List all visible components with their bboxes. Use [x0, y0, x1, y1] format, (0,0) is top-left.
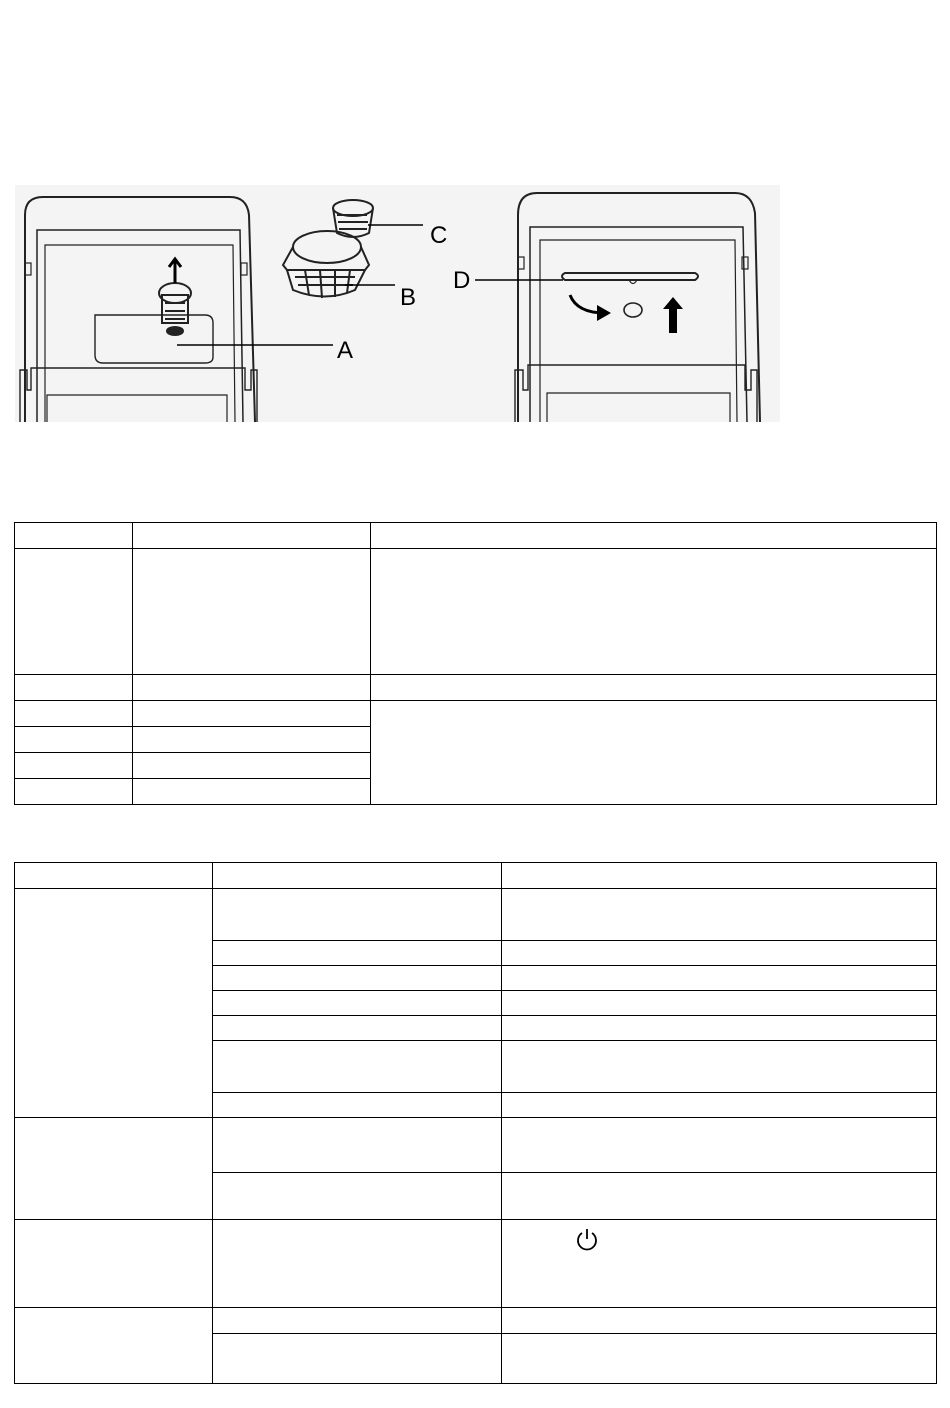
- table-cell: [15, 675, 133, 701]
- table-cell: [213, 941, 502, 966]
- table-cell: [371, 701, 937, 805]
- table-cell: [15, 1220, 213, 1308]
- table-1: [14, 522, 937, 805]
- callout-b: B: [400, 284, 417, 311]
- dishwasher-diagram: [15, 185, 780, 422]
- table-cell: [133, 701, 371, 727]
- table-cell: [502, 889, 937, 941]
- table-cell: [133, 675, 371, 701]
- table-cell: [213, 863, 502, 889]
- table-cell: [15, 727, 133, 753]
- table-cell: [371, 549, 937, 675]
- table-cell: [502, 863, 937, 889]
- table-cell: [213, 1334, 502, 1384]
- table-cell: [213, 991, 502, 1016]
- table-cell: [133, 523, 371, 549]
- table-cell: [502, 1334, 937, 1384]
- table-cell: [15, 779, 133, 805]
- table-row: [15, 1118, 937, 1173]
- table-row: [15, 523, 937, 549]
- table-cell: [502, 966, 937, 991]
- power-icon: [574, 1226, 600, 1255]
- table-row: [15, 889, 937, 941]
- callout-d: D: [453, 267, 471, 294]
- table-cell: [133, 549, 371, 675]
- table-cell: [502, 1308, 937, 1334]
- callout-a: A: [337, 337, 354, 364]
- table-cell: [502, 1016, 937, 1041]
- table-cell: [371, 523, 937, 549]
- table-row: [15, 1220, 937, 1308]
- table-cell: [133, 753, 371, 779]
- table-cell: [213, 1308, 502, 1334]
- table-row: [15, 675, 937, 701]
- table-cell: [15, 753, 133, 779]
- table-cell: [213, 966, 502, 991]
- table-cell: [15, 863, 213, 889]
- table-cell: [502, 1118, 937, 1173]
- table-cell: [15, 1308, 213, 1384]
- table-cell: [502, 991, 937, 1016]
- table-cell: [15, 701, 133, 727]
- table-cell: [502, 1093, 937, 1118]
- table-cell: [213, 1093, 502, 1118]
- table-cell: [213, 1220, 502, 1308]
- table-cell: [213, 1118, 502, 1173]
- callout-c: C: [430, 222, 448, 249]
- table-cell: [502, 1041, 937, 1093]
- table-cell: [502, 1173, 937, 1220]
- table-cell: [213, 1173, 502, 1220]
- table-cell: [213, 889, 502, 941]
- table-cell: [133, 727, 371, 753]
- table-cell: [15, 549, 133, 675]
- filter-spray-arm-illustration: [15, 185, 780, 422]
- table-row: [15, 863, 937, 889]
- table-cell: [15, 889, 213, 1118]
- table-cell: [15, 523, 133, 549]
- table-2: [14, 862, 937, 1384]
- table-cell: [371, 675, 937, 701]
- table-row: [15, 701, 937, 727]
- table-cell: [133, 779, 371, 805]
- table-cell: [213, 1041, 502, 1093]
- table-row: [15, 549, 937, 675]
- table-cell: [502, 1220, 937, 1308]
- table-cell: [15, 1118, 213, 1220]
- table-row: [15, 1308, 937, 1334]
- table-cell: [213, 1016, 502, 1041]
- table-cell: [502, 941, 937, 966]
